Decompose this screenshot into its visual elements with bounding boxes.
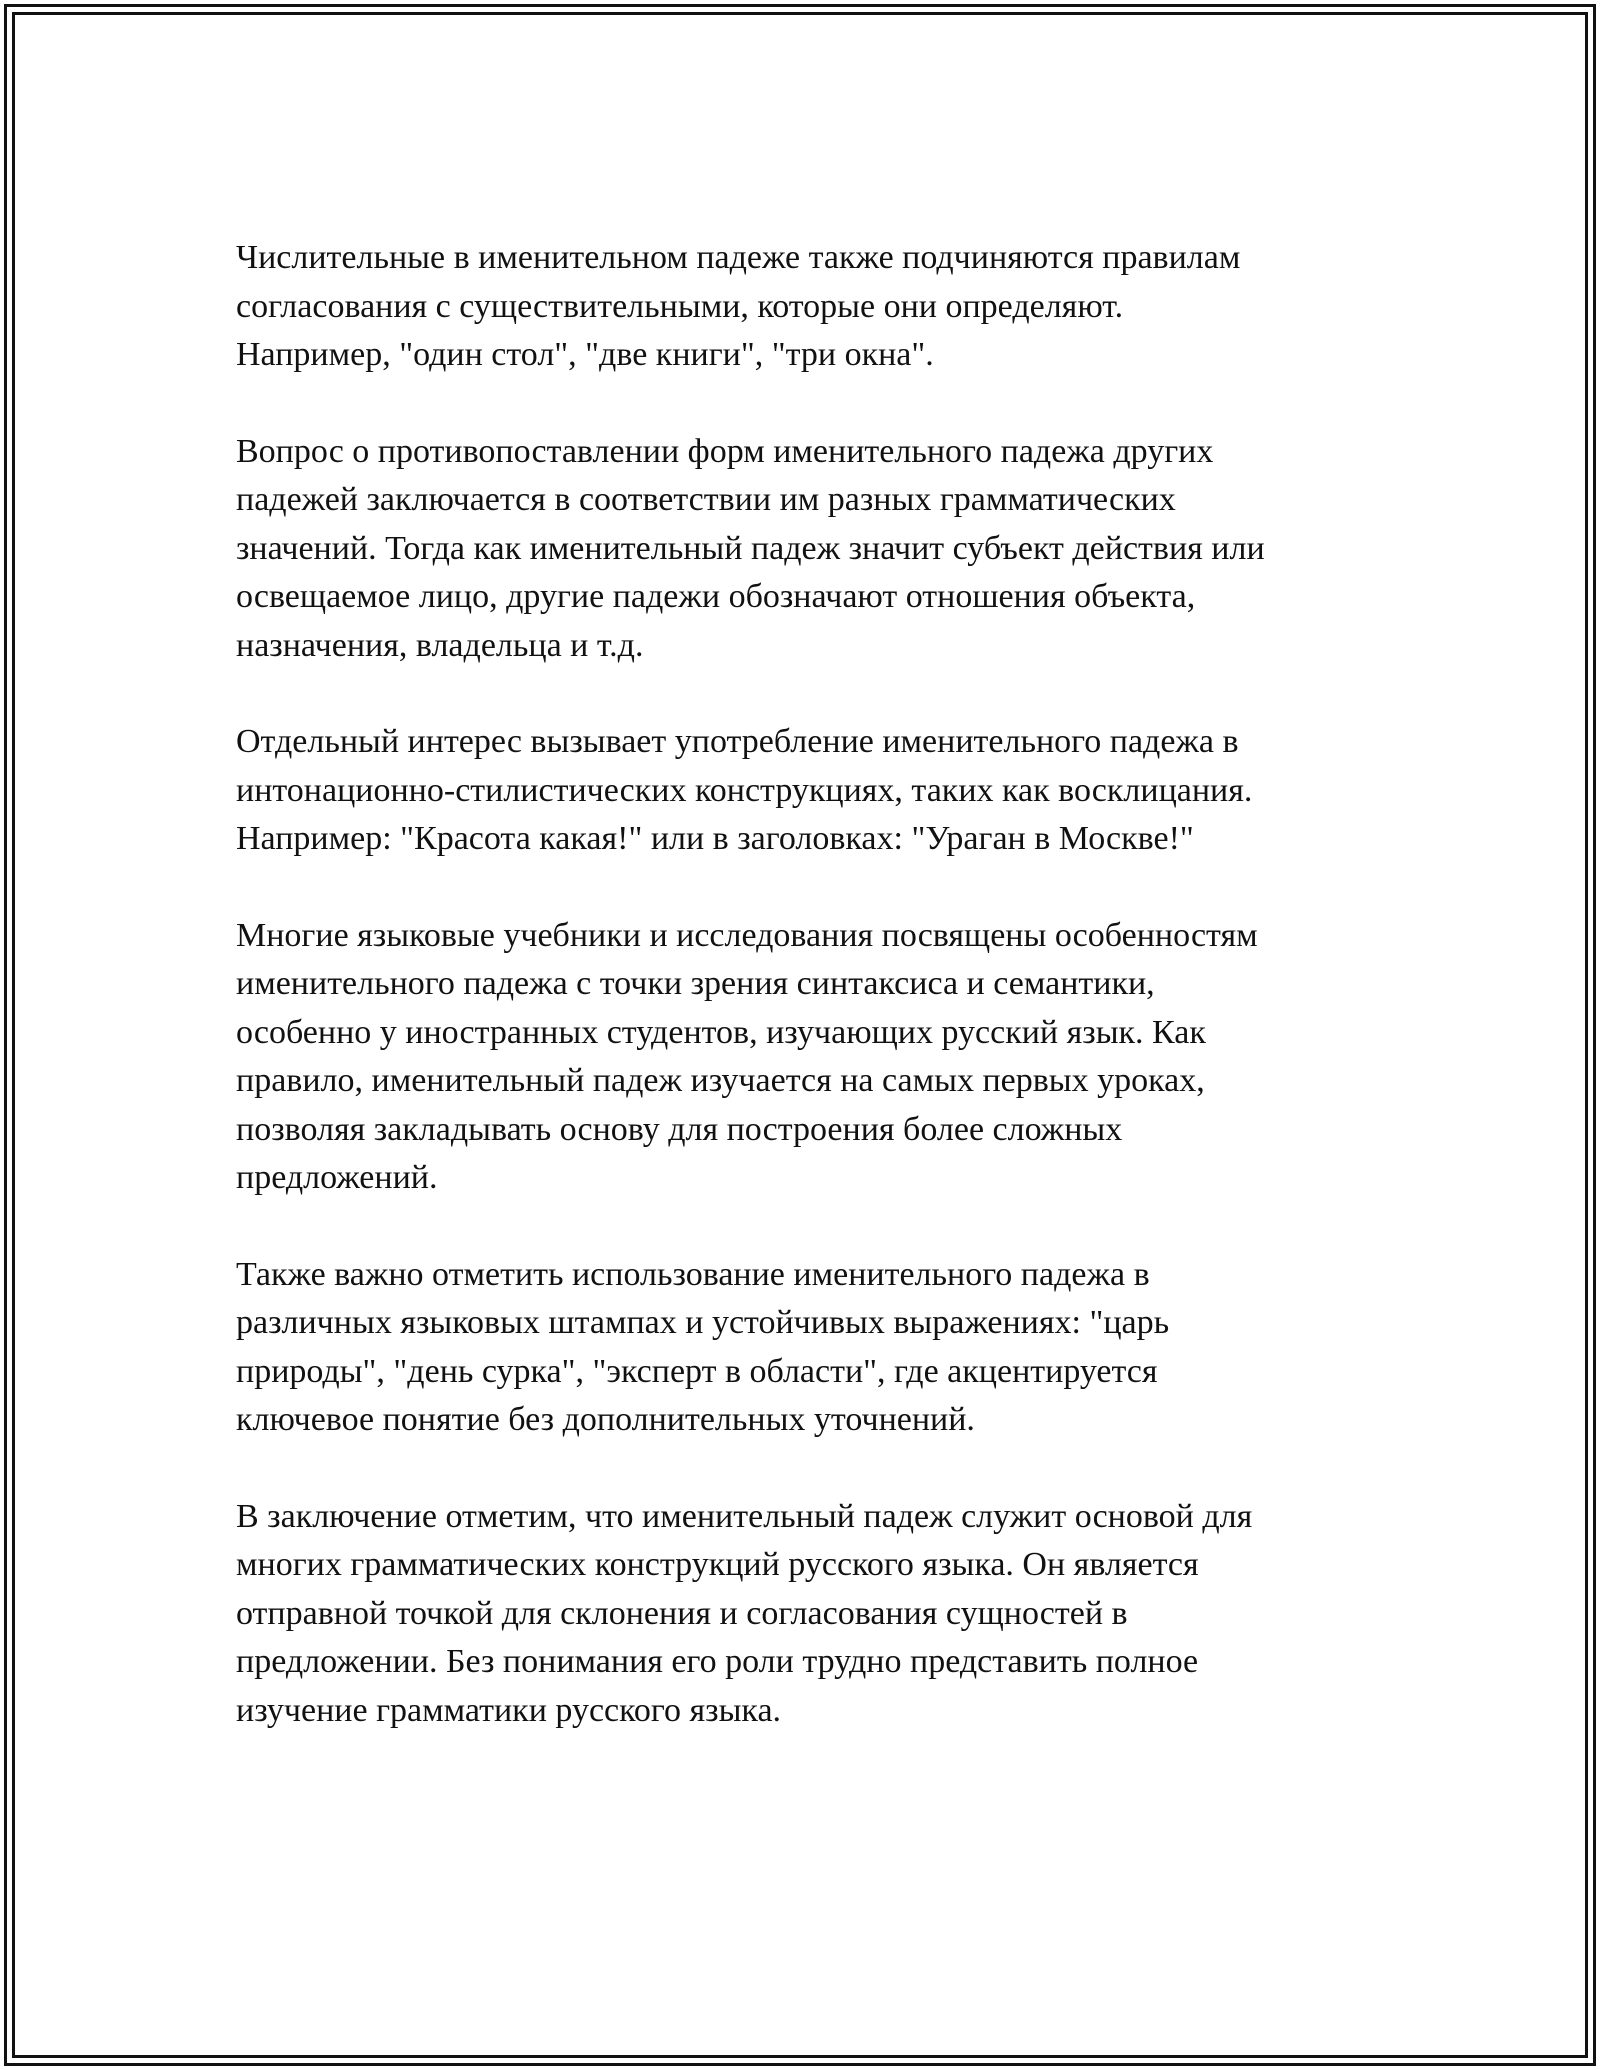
paragraph-textbooks-research: Многие языковые учебники и исследования посвящены особенностям именительного падежа с точки зрения синтаксиса и семантики, особенно у иностранных студентов, изучающих русский язык. Как правило, именительный падеж изучается на самых первых уроках, позволяя закладывать основу для построения более сложных предложений. xyxy=(236,916,1258,1196)
paragraph-conclusion: В заключение отметим, что именительный падеж служит основой для многих грамматических конструкций русского языка. Он является отправной точкой для склонения и согласования сущностей в предложении. Без понимания его роли трудно представить полное изучение грамматики русского языка. xyxy=(236,1497,1253,1729)
paragraph-fixed-expressions: Также важно отметить использование именительного падежа в различных языковых штампах и устойчивых выражениях: "царь природы", "день сурка", "эксперт в области", где акцентируется ключевое понятие без дополнительных уточнений. xyxy=(236,1255,1170,1438)
document-body xyxy=(236,234,1386,1783)
paragraph-case-opposition: Вопрос о противопоставлении форм именительного падежа других падежей заключается в соответствии им разных грамматических значений. Тогда как именительный падеж значит субъект действия или освещаемое лицо, другие падежи обозначают отношения объекта, назначения, владельца и т.д. xyxy=(236,432,1265,664)
paragraph-numerals-agreement: Числительные в именительном падеже также подчиняются правилам согласования с существительными, которые они определяют. Например, "один стол", "две книги", "три окна". xyxy=(236,239,1241,373)
paragraph-stylistic-constructions: Отдельный интерес вызывает употребление именительного падежа в интонационно-стилистических конструкциях, таких как восклицания. Например: "Красота какая!" или в заголовках: "Ураган в Москве!" xyxy=(236,723,1253,857)
